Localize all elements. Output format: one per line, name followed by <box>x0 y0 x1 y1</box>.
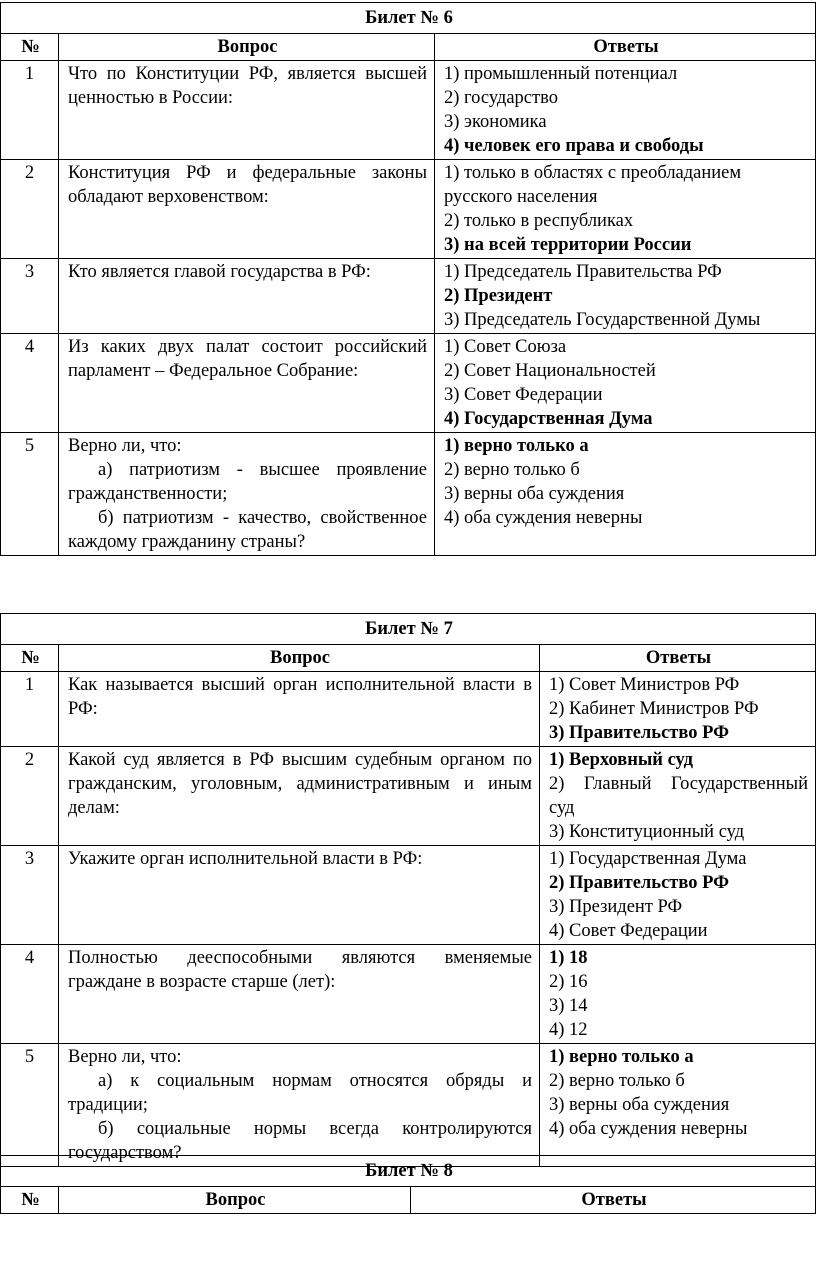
correct-answer: 3) на всей территории России <box>444 235 692 255</box>
ticket-8-table <box>0 1155 816 1214</box>
answer-option: 1) только в областях с преобладанием русского населения <box>444 163 742 207</box>
table-row <box>1 747 816 846</box>
answer-option: 1) Государственная Дума <box>549 849 747 869</box>
question-text: Кто является главой государства в РФ: <box>59 259 435 334</box>
answer-option: 2) Кабинет Министров РФ <box>549 699 759 719</box>
answer-option: 4) оба суждения неверны <box>549 1119 748 1139</box>
answers-cell <box>435 160 816 259</box>
column-header-num: № <box>1 34 59 61</box>
answer-option: 2) Совет Национальностей <box>444 361 656 381</box>
answers-cell <box>540 672 816 747</box>
answer-option: 3) верны оба суждения <box>549 1095 730 1115</box>
question-number: 2 <box>1 160 59 259</box>
correct-answer: 1) верно только а <box>444 436 589 456</box>
question-number: 3 <box>1 846 59 945</box>
ticket-6-table <box>0 2 816 556</box>
table-row <box>1 945 816 1044</box>
table-row <box>1 61 816 160</box>
answer-option: 2) верно только б <box>444 460 580 480</box>
column-header-answers: Ответы <box>540 645 816 672</box>
answer-option: 2) верно только б <box>549 1071 685 1091</box>
correct-answer: 1) Верховный суд <box>549 750 693 770</box>
answers-cell <box>435 259 816 334</box>
column-header-num: № <box>1 645 59 672</box>
question-number: 5 <box>1 433 59 556</box>
ticket-title: Билет № 6 <box>1 3 816 34</box>
answer-option: 3) Председатель Государственной Думы <box>444 310 761 330</box>
answer-option: 3) Президент РФ <box>549 897 683 917</box>
question-number: 3 <box>1 259 59 334</box>
answer-option: 3) экономика <box>444 112 547 132</box>
question-number: 4 <box>1 334 59 433</box>
question-intro: Верно ли, что: <box>68 436 182 456</box>
answers-cell <box>435 334 816 433</box>
question-number: 1 <box>1 61 59 160</box>
answer-option: 3) Совет Федерации <box>444 385 603 405</box>
answer-option: 1) Председатель Правительства РФ <box>444 262 722 282</box>
answer-option: 2) Главный Государственный суд <box>549 774 808 818</box>
ticket-7-table <box>0 613 816 1167</box>
answers-cell <box>435 61 816 160</box>
answer-option: 4) оба суждения неверны <box>444 508 643 528</box>
statement-b: б) патриотизм - качество, свойственное каждому гражданину страны? <box>68 508 427 552</box>
column-header-answers: Ответы <box>411 1187 816 1214</box>
question-number: 4 <box>1 945 59 1044</box>
column-header-question: Вопрос <box>59 645 540 672</box>
question-text: Укажите орган исполнительной власти в РФ: <box>59 846 540 945</box>
question-intro: Верно ли, что: <box>68 1047 182 1067</box>
answer-option: 4) 12 <box>549 1020 588 1040</box>
answer-option: 1) промышленный потенциал <box>444 64 678 84</box>
table-row <box>1 672 816 747</box>
question-text <box>59 1044 540 1167</box>
correct-answer: 4) Государственная Дума <box>444 409 653 429</box>
table-row <box>1 259 816 334</box>
table-row <box>1 160 816 259</box>
correct-answer: 1) верно только а <box>549 1047 694 1067</box>
answer-option: 1) Совет Министров РФ <box>549 675 740 695</box>
answer-option: 2) государство <box>444 88 558 108</box>
column-header-num: № <box>1 1187 59 1214</box>
answer-option: 1) Совет Союза <box>444 337 567 357</box>
statement-a: а) патриотизм - высшее проявление гражданственности; <box>68 460 427 504</box>
correct-answer: 2) Президент <box>444 286 553 306</box>
correct-answer: 1) 18 <box>549 948 588 968</box>
answer-option: 3) верны оба суждения <box>444 484 625 504</box>
question-number: 1 <box>1 672 59 747</box>
question-text: Какой суд является в РФ высшим судебным органом по гражданским, уголовным, административным и иным делам: <box>59 747 540 846</box>
correct-answer: 3) Правительство РФ <box>549 723 729 743</box>
answer-option: 3) 14 <box>549 996 588 1016</box>
table-row <box>1 433 816 556</box>
statement-a: а) к социальным нормам относятся обряды и традиции; <box>68 1071 532 1115</box>
question-number: 5 <box>1 1044 59 1167</box>
correct-answer: 2) Правительство РФ <box>549 873 729 893</box>
answer-option: 4) Совет Федерации <box>549 921 708 941</box>
answer-option: 2) 16 <box>549 972 588 992</box>
statement-b: б) социальные нормы всегда контролируются государством? <box>68 1119 532 1163</box>
table-row <box>1 1044 816 1167</box>
question-text: Полностью дееспособными являются вменяемые граждане в возрасте старше (лет): <box>59 945 540 1044</box>
column-header-question: Вопрос <box>59 1187 411 1214</box>
question-text: Из каких двух палат состоит российский парламент – Федеральное Собрание: <box>59 334 435 433</box>
table-row <box>1 334 816 433</box>
table-row <box>1 846 816 945</box>
column-header-answers: Ответы <box>435 34 816 61</box>
correct-answer: 4) человек его права и свободы <box>444 136 704 156</box>
answers-cell <box>435 433 816 556</box>
ticket-title: Билет № 7 <box>1 614 816 645</box>
answers-cell <box>540 1044 816 1167</box>
question-text: Конституция РФ и федеральные законы обладают верховенством: <box>59 160 435 259</box>
answer-option: 2) только в республиках <box>444 211 634 231</box>
question-text: Что по Конституции РФ, является высшей ценностью в России: <box>59 61 435 160</box>
question-text: Как называется высший орган исполнительной власти в РФ: <box>59 672 540 747</box>
answer-option: 3) Конституционный суд <box>549 822 745 842</box>
answers-cell <box>540 945 816 1044</box>
column-header-question: Вопрос <box>59 34 435 61</box>
ticket-title: Билет № 8 <box>1 1156 816 1187</box>
answers-cell <box>540 747 816 846</box>
question-number: 2 <box>1 747 59 846</box>
answers-cell <box>540 846 816 945</box>
question-text <box>59 433 435 556</box>
